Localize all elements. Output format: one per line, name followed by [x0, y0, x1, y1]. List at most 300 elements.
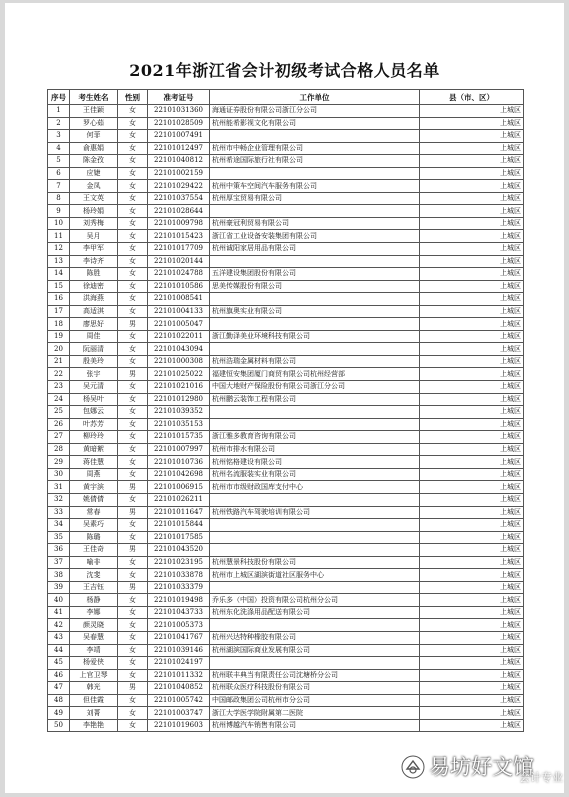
row-name: 包娜云	[70, 406, 118, 419]
row-gender: 女	[118, 719, 148, 732]
row-exam-id: 22101043520	[148, 544, 210, 557]
row-gender: 女	[118, 255, 148, 268]
row-index: 11	[48, 230, 70, 243]
row-district: 上城区	[420, 707, 524, 720]
table-row	[48, 343, 524, 356]
row-district: 上城区	[420, 243, 524, 256]
table-row	[48, 381, 524, 394]
row-district: 上城区	[420, 155, 524, 168]
row-gender: 女	[118, 305, 148, 318]
row-name: 吴月	[70, 230, 118, 243]
row-gender: 女	[118, 180, 148, 193]
row-index: 9	[48, 205, 70, 218]
table-row	[48, 117, 524, 130]
row-index: 38	[48, 569, 70, 582]
row-index: 33	[48, 506, 70, 519]
row-employer: 杭州东化洗涤用品配送有限公司	[210, 606, 420, 619]
row-exam-id: 22101033379	[148, 581, 210, 594]
row-gender: 女	[118, 468, 148, 481]
row-name: 廖思好	[70, 318, 118, 331]
row-district: 上城区	[420, 644, 524, 657]
row-exam-id: 22101007997	[148, 443, 210, 456]
table-row	[48, 243, 524, 256]
row-employer	[210, 519, 420, 532]
row-employer: 杭州厚宝贸易有限公司	[210, 192, 420, 205]
row-name: 何菲	[70, 130, 118, 143]
table-row	[48, 506, 524, 519]
table-body	[48, 105, 524, 732]
table-row	[48, 105, 524, 118]
row-name: 王佳颖	[70, 105, 118, 118]
row-gender: 女	[118, 669, 148, 682]
row-gender: 女	[118, 556, 148, 569]
row-name: 阮丽清	[70, 343, 118, 356]
row-exam-id: 22101017585	[148, 531, 210, 544]
row-employer: 海通证券股份有限公司浙江分公司	[210, 105, 420, 118]
row-employer: 中国邮政集团公司杭州市分公司	[210, 694, 420, 707]
row-exam-id: 22101029422	[148, 180, 210, 193]
document-page	[5, 3, 564, 793]
row-index: 50	[48, 719, 70, 732]
row-name: 上官卫琴	[70, 669, 118, 682]
row-employer: 福建恒安集团厦门商贸有限公司杭州经营部	[210, 368, 420, 381]
row-name: 杨吴叶	[70, 393, 118, 406]
row-gender: 女	[118, 443, 148, 456]
row-name: 陈璐	[70, 531, 118, 544]
row-gender: 女	[118, 205, 148, 218]
row-name: 周佳	[70, 330, 118, 343]
row-district: 上城区	[420, 368, 524, 381]
row-index: 1	[48, 105, 70, 118]
row-name: 黄暗絮	[70, 443, 118, 456]
row-index: 14	[48, 268, 70, 281]
row-gender: 女	[118, 268, 148, 281]
table-row	[48, 619, 524, 632]
row-exam-id: 22101008541	[148, 293, 210, 306]
row-district: 上城区	[420, 330, 524, 343]
row-gender: 女	[118, 243, 148, 256]
row-district: 上城区	[420, 556, 524, 569]
row-exam-id: 22101033878	[148, 569, 210, 582]
row-index: 49	[48, 707, 70, 720]
row-employer: 杭州能希影视文化有限公司	[210, 117, 420, 130]
row-index: 26	[48, 418, 70, 431]
row-gender: 男	[118, 368, 148, 381]
row-name: 李甲军	[70, 243, 118, 256]
row-gender: 女	[118, 606, 148, 619]
row-name: 喻非	[70, 556, 118, 569]
row-district: 上城区	[420, 167, 524, 180]
row-exam-id: 22101009798	[148, 217, 210, 230]
row-employer	[210, 493, 420, 506]
row-gender: 女	[118, 657, 148, 670]
row-exam-id: 22101024788	[148, 268, 210, 281]
watermark-logo-icon	[401, 755, 425, 779]
row-name: 李艳艳	[70, 719, 118, 732]
row-gender: 男	[118, 318, 148, 331]
row-employer: 杭州市排水有限公司	[210, 443, 420, 456]
row-name: 姚倩倩	[70, 493, 118, 506]
row-district: 上城区	[420, 531, 524, 544]
row-gender: 女	[118, 130, 148, 143]
row-district: 上城区	[420, 255, 524, 268]
table-row	[48, 544, 524, 557]
row-index: 22	[48, 368, 70, 381]
row-employer	[210, 255, 420, 268]
row-exam-id: 22101000308	[148, 355, 210, 368]
table-row	[48, 468, 524, 481]
row-district: 上城区	[420, 293, 524, 306]
row-employer: 杭州名流服装实业有限公司	[210, 468, 420, 481]
row-exam-id: 22101017709	[148, 243, 210, 256]
row-name: 陈金孜	[70, 155, 118, 168]
row-gender: 女	[118, 142, 148, 155]
row-index: 35	[48, 531, 70, 544]
row-employer: 杭州市中畅企业管理有限公司	[210, 142, 420, 155]
row-exam-id: 22101005373	[148, 619, 210, 632]
row-exam-id: 22101037554	[148, 192, 210, 205]
row-exam-id: 22101003747	[148, 707, 210, 720]
row-gender: 女	[118, 406, 148, 419]
row-employer: 杭州博越汽车销售有限公司	[210, 719, 420, 732]
row-district: 上城区	[420, 456, 524, 469]
row-name: 颜灵晓	[70, 619, 118, 632]
row-employer	[210, 581, 420, 594]
row-employer	[210, 167, 420, 180]
row-district: 上城区	[420, 594, 524, 607]
row-index: 5	[48, 155, 70, 168]
row-name: 俞惠娟	[70, 142, 118, 155]
row-gender: 女	[118, 105, 148, 118]
row-gender: 男	[118, 506, 148, 519]
row-gender: 女	[118, 117, 148, 130]
table-row	[48, 531, 524, 544]
row-employer: 杭州诚阳家居用品有限公司	[210, 243, 420, 256]
row-gender: 女	[118, 192, 148, 205]
row-district: 上城区	[420, 669, 524, 682]
row-employer: 浙江省工业设备安装集团有限公司	[210, 230, 420, 243]
row-gender: 女	[118, 167, 148, 180]
row-exam-id: 22101015735	[148, 431, 210, 444]
row-exam-id: 22101023195	[148, 556, 210, 569]
table-row	[48, 318, 524, 331]
header-employer: 工作单位	[210, 90, 420, 105]
row-index: 13	[48, 255, 70, 268]
row-name: 李诗齐	[70, 255, 118, 268]
row-gender: 女	[118, 343, 148, 356]
row-gender: 女	[118, 155, 148, 168]
row-name: 黄宇滨	[70, 481, 118, 494]
row-name: 金凤	[70, 180, 118, 193]
row-exam-id: 22101031360	[148, 105, 210, 118]
table-row	[48, 180, 524, 193]
row-district: 上城区	[420, 268, 524, 281]
row-district: 上城区	[420, 355, 524, 368]
row-employer: 杭州兴达特种橡胶有限公司	[210, 631, 420, 644]
row-employer: 思美传媒股份有限公司	[210, 280, 420, 293]
row-district: 上城区	[420, 443, 524, 456]
row-exam-id: 22101005047	[148, 318, 210, 331]
row-index: 34	[48, 519, 70, 532]
table-row	[48, 694, 524, 707]
row-name: 刘秀梅	[70, 217, 118, 230]
row-index: 27	[48, 431, 70, 444]
table-row	[48, 217, 524, 230]
row-exam-id: 22101002159	[148, 167, 210, 180]
row-exam-id: 22101024197	[148, 657, 210, 670]
row-district: 上城区	[420, 130, 524, 143]
row-index: 23	[48, 381, 70, 394]
row-employer: 杭州慧景科技股份有限公司	[210, 556, 420, 569]
row-district: 上城区	[420, 217, 524, 230]
row-name: 罗心茹	[70, 117, 118, 130]
row-exam-id: 22101005742	[148, 694, 210, 707]
row-exam-id: 22101019498	[148, 594, 210, 607]
table-row	[48, 355, 524, 368]
row-district: 上城区	[420, 493, 524, 506]
row-gender: 女	[118, 631, 148, 644]
row-district: 上城区	[420, 657, 524, 670]
row-district: 上城区	[420, 569, 524, 582]
row-employer: 杭州湖滨国际商业发展有限公司	[210, 644, 420, 657]
row-gender: 女	[118, 230, 148, 243]
row-name: 吴春慧	[70, 631, 118, 644]
row-exam-id: 22101028509	[148, 117, 210, 130]
row-district: 上城区	[420, 230, 524, 243]
row-index: 2	[48, 117, 70, 130]
table-row	[48, 280, 524, 293]
row-name: 王文英	[70, 192, 118, 205]
row-name: 王佳奇	[70, 544, 118, 557]
row-exam-id: 22101039352	[148, 406, 210, 419]
row-name: 韩光	[70, 682, 118, 695]
row-exam-id: 22101006915	[148, 481, 210, 494]
table-row	[48, 669, 524, 682]
table-row	[48, 167, 524, 180]
row-employer	[210, 619, 420, 632]
row-name: 但佳霞	[70, 694, 118, 707]
table-row	[48, 130, 524, 143]
row-employer	[210, 343, 420, 356]
row-employer	[210, 418, 420, 431]
table-row	[48, 305, 524, 318]
row-name: 沈斐	[70, 569, 118, 582]
row-gender: 女	[118, 707, 148, 720]
table-row	[48, 594, 524, 607]
table-row	[48, 493, 524, 506]
row-employer	[210, 318, 420, 331]
row-exam-id: 22101026211	[148, 493, 210, 506]
row-exam-id: 22101011332	[148, 669, 210, 682]
row-exam-id: 22101025022	[148, 368, 210, 381]
header-exam-id: 准考证号	[148, 90, 210, 105]
row-employer: 杭州鹏云装饰工程有限公司	[210, 393, 420, 406]
row-district: 上城区	[420, 506, 524, 519]
watermark-text: 易坊好文馆	[429, 755, 534, 779]
row-employer	[210, 544, 420, 557]
row-district: 上城区	[420, 418, 524, 431]
table-header-row	[48, 90, 524, 105]
row-name: 殷美玲	[70, 355, 118, 368]
row-district: 上城区	[420, 205, 524, 218]
table-row	[48, 205, 524, 218]
row-name: 徐迪密	[70, 280, 118, 293]
row-index: 31	[48, 481, 70, 494]
row-name: 吴素巧	[70, 519, 118, 532]
row-employer: 杭州铁路汽车驾驶培训有限公司	[210, 506, 420, 519]
row-index: 40	[48, 594, 70, 607]
row-index: 8	[48, 192, 70, 205]
row-district: 上城区	[420, 280, 524, 293]
row-index: 4	[48, 142, 70, 155]
table-row	[48, 418, 524, 431]
table-row	[48, 644, 524, 657]
row-index: 39	[48, 581, 70, 594]
row-name: 张宇	[70, 368, 118, 381]
table-row	[48, 556, 524, 569]
row-gender: 男	[118, 581, 148, 594]
row-exam-id: 22101007491	[148, 130, 210, 143]
row-employer	[210, 205, 420, 218]
row-name: 洪海燕	[70, 293, 118, 306]
row-exam-id: 22101015844	[148, 519, 210, 532]
row-index: 41	[48, 606, 70, 619]
row-index: 45	[48, 657, 70, 670]
row-index: 12	[48, 243, 70, 256]
row-gender: 男	[118, 682, 148, 695]
row-district: 上城区	[420, 305, 524, 318]
row-name: 应婕	[70, 167, 118, 180]
row-gender: 男	[118, 544, 148, 557]
row-index: 25	[48, 406, 70, 419]
table-row	[48, 581, 524, 594]
row-gender: 女	[118, 330, 148, 343]
table-row	[48, 631, 524, 644]
row-name: 杨爱侠	[70, 657, 118, 670]
row-exam-id: 22101020144	[148, 255, 210, 268]
header-index: 序号	[48, 90, 70, 105]
row-employer: 杭州联丰典当有限责任公司沈塘桥分公司	[210, 669, 420, 682]
row-index: 44	[48, 644, 70, 657]
row-index: 46	[48, 669, 70, 682]
row-index: 19	[48, 330, 70, 343]
row-district: 上城区	[420, 631, 524, 644]
row-employer: 杭州市上城区湖滨街道社区服务中心	[210, 569, 420, 582]
row-exam-id: 22101011647	[148, 506, 210, 519]
row-name: 周燕	[70, 468, 118, 481]
row-index: 10	[48, 217, 70, 230]
row-name: 吴元清	[70, 381, 118, 394]
roster-table	[47, 89, 524, 732]
row-employer: 杭州铭格建设有限公司	[210, 456, 420, 469]
row-gender: 女	[118, 293, 148, 306]
row-index: 21	[48, 355, 70, 368]
row-exam-id: 22101028644	[148, 205, 210, 218]
row-employer: 浙江雅多教育咨询有限公司	[210, 431, 420, 444]
row-employer: 中国大地财产保险股份有限公司浙江分公司	[210, 381, 420, 394]
row-district: 上城区	[420, 105, 524, 118]
row-index: 3	[48, 130, 70, 143]
table-row	[48, 682, 524, 695]
row-gender: 女	[118, 493, 148, 506]
table-row	[48, 606, 524, 619]
row-index: 32	[48, 493, 70, 506]
row-exam-id: 22101012980	[148, 393, 210, 406]
row-gender: 女	[118, 280, 148, 293]
row-index: 37	[48, 556, 70, 569]
row-name: 蒋佳慧	[70, 456, 118, 469]
row-name: 高适淇	[70, 305, 118, 318]
row-district: 上城区	[420, 318, 524, 331]
row-district: 上城区	[420, 694, 524, 707]
row-index: 42	[48, 619, 70, 632]
row-index: 20	[48, 343, 70, 356]
row-district: 上城区	[420, 381, 524, 394]
row-gender: 女	[118, 381, 148, 394]
row-exam-id: 22101004133	[148, 305, 210, 318]
row-gender: 女	[118, 393, 148, 406]
row-gender: 女	[118, 694, 148, 707]
table-row	[48, 481, 524, 494]
row-employer: 乔乐多（中国）投资有限公司杭州分公司	[210, 594, 420, 607]
row-gender: 女	[118, 594, 148, 607]
row-employer: 杭州联众医疗科技股份有限公司	[210, 682, 420, 695]
row-district: 上城区	[420, 431, 524, 444]
table-row	[48, 293, 524, 306]
row-employer	[210, 531, 420, 544]
table-row	[48, 192, 524, 205]
row-district: 上城区	[420, 481, 524, 494]
row-exam-id: 22101040852	[148, 682, 210, 695]
table-row	[48, 657, 524, 670]
row-employer: 五洋建设集团股份有限公司	[210, 268, 420, 281]
row-district: 上城区	[420, 142, 524, 155]
row-exam-id: 22101039146	[148, 644, 210, 657]
row-index: 28	[48, 443, 70, 456]
page-title: 2021年浙江省会计初级考试合格人员名单	[129, 61, 440, 80]
row-index: 36	[48, 544, 70, 557]
row-employer: 浙江大学医学院附属第二医院	[210, 707, 420, 720]
row-district: 上城区	[420, 117, 524, 130]
row-employer: 杭州豪冠利贸易有限公司	[210, 217, 420, 230]
row-index: 43	[48, 631, 70, 644]
row-name: 李靖	[70, 644, 118, 657]
row-employer: 杭州中策车空间汽车服务有限公司	[210, 180, 420, 193]
table-row	[48, 230, 524, 243]
row-index: 47	[48, 682, 70, 695]
row-exam-id: 22101043733	[148, 606, 210, 619]
row-district: 上城区	[420, 468, 524, 481]
row-gender: 女	[118, 217, 148, 230]
table-row	[48, 707, 524, 720]
row-index: 24	[48, 393, 70, 406]
row-employer: 浙江勤泽美业环境科技有限公司	[210, 330, 420, 343]
table-row	[48, 255, 524, 268]
row-employer: 杭州浩瑞金属材料有限公司	[210, 355, 420, 368]
row-name: 陈胜	[70, 268, 118, 281]
row-district: 上城区	[420, 180, 524, 193]
table-row	[48, 431, 524, 444]
row-index: 29	[48, 456, 70, 469]
row-district: 上城区	[420, 192, 524, 205]
row-exam-id: 22101010586	[148, 280, 210, 293]
table-row	[48, 456, 524, 469]
row-exam-id: 22101022011	[148, 330, 210, 343]
row-gender: 女	[118, 431, 148, 444]
row-name: 叶苏芳	[70, 418, 118, 431]
row-district: 上城区	[420, 406, 524, 419]
row-gender: 女	[118, 569, 148, 582]
